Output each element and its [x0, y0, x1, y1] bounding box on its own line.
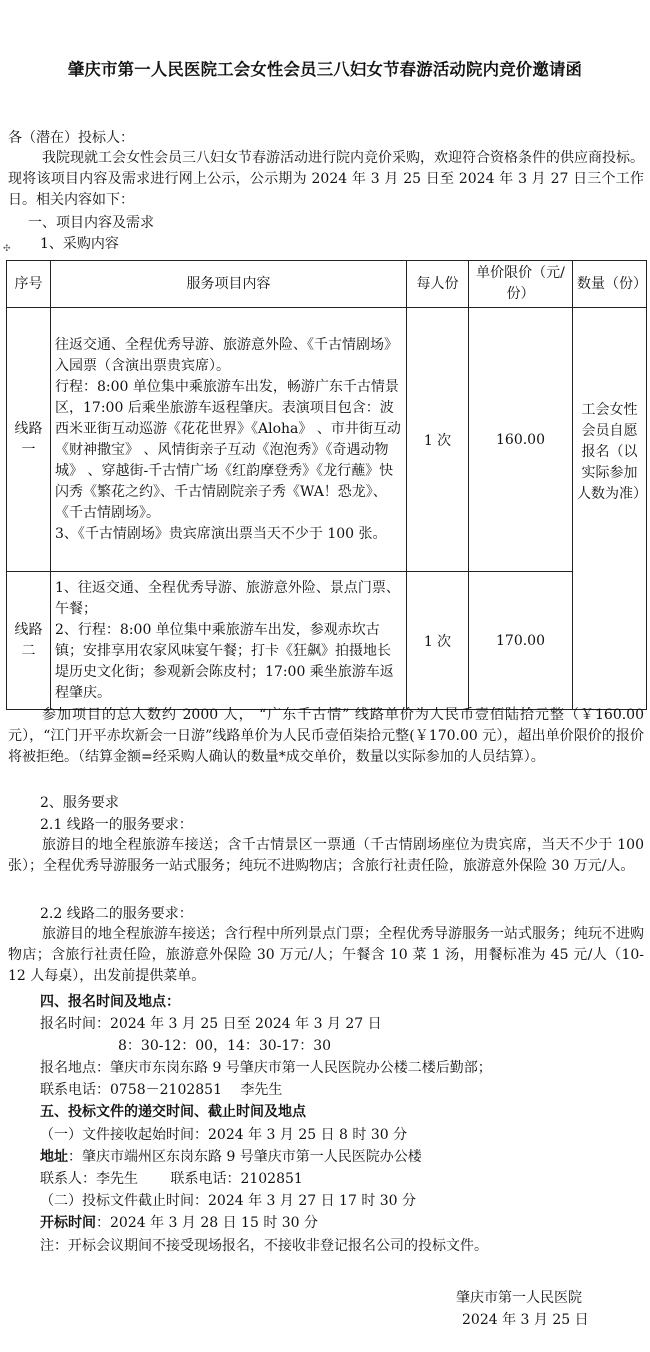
registration-hours: 8：30-12：00，14：30-17：30 [118, 1038, 332, 1054]
header-qty: 数量（份） [573, 261, 647, 308]
salutation: 各（潜在）投标人： [8, 130, 134, 146]
route1-requirements: 旅游目的地全程旅游车接送；含千古情景区一票通（千古情剧场座位为贵宾席，当天不少于 100 张）；全程优秀导游服务一站式服务；纯玩不进购物店；含旅行社责任险，旅游意外保险 30 万元/人。 [8, 837, 644, 874]
table-row [7, 572, 647, 710]
row-no: 线路一 [7, 308, 51, 572]
service-table [6, 260, 647, 710]
opening-label: 开标时间 [40, 1215, 96, 1231]
registration-place: 报名地点：肇庆市东岗东路 9 号肇庆市第一人民医院办公楼二楼后勤部； [40, 1060, 492, 1076]
row-no: 线路二 [7, 572, 51, 710]
opening-value: ：2024 年 3 月 28 日 15 时 30 分 [96, 1215, 319, 1231]
table-row [7, 308, 647, 572]
receive-start-time: （一）文件接收起始时间：2024 年 3 月 25 日 8 时 30 分 [40, 1127, 408, 1143]
contact-info: 联系人：李先生 联系电话：2102851 [40, 1171, 303, 1187]
intro-paragraph: 我院现就工会女性会员三八妇女节春游活动进行院内竞价采购，欢迎符合资格条件的供应商投标。现将该项目内容及需求进行网上公示，公示期为 2024 年 3 月 25 日至 2024 年 3 月 27 日三个工作日。相关内容如下： [8, 150, 644, 208]
signature-date: 2024 年 3 月 25 日 [462, 1312, 589, 1328]
submission-address [40, 1146, 422, 1166]
row-content: 往返交通、全程优秀导游、旅游意外险、《千古情剧场》入园票（含演出票贵宾席）。 行程：8:00 单位集中乘旅游车出发，畅游广东千古情景区，17:00 后乘坐旅游车返程肇庆。表演项目包含：波西米亚街互动巡游《花花世界》《Aloha》 、市井街互动《财神撒宝》 、风情街亲子互动《泡泡秀》《奇遇动物城》 、穿越街-千古情广场《红韵摩登秀》《龙行蘸》快闪秀《繁花之约》、千古情剧院亲子秀《WA！恐龙》、《千古情剧场》。 3、《千古情剧场》贵宾席演出票当天不少于 100 张。 [51, 308, 407, 572]
subheading-purchase-content: 1、采购内容 [40, 236, 119, 252]
row-per: 1 次 [407, 572, 469, 710]
row-per: 1 次 [407, 308, 469, 572]
price-explanation: 参加项目的总人数约 2000 人， “广东千古情” 线路单价为人民币壹佰陆拾元整（￥160.00 元），“江门开平赤坎新会一日游”线路单价为人民币壹佰柒拾元整(￥170.00 元），超出单价限价的报价将被拒绝。（结算金额=经采购人确认的数量*成交单价，数量以实际参加的人员结算）。 [8, 707, 644, 765]
route2-requirements: 旅游目的地全程旅游车接送；含行程中所列景点门票；全程优秀导游服务一站式服务；纯玩不进购物店；含旅行社责任险，旅游意外保险 30 万元/人；午餐含 10 菜 1 汤，用餐标准为 45 元/人（10-12 人每桌），出发前提供菜单。 [8, 926, 644, 984]
section-heading-1: 一、项目内容及需求 [28, 215, 154, 231]
subheading-route2: 2.2 线路二的服务要求： [40, 906, 193, 922]
header-price: 单价限价（元/份） [469, 261, 573, 308]
registration-time: 报名时间：2024 年 3 月 25 日至 2024 年 3 月 27 日 [40, 1016, 382, 1032]
address-label: 地址 [40, 1149, 68, 1165]
subheading-service: 2、服务要求 [40, 795, 119, 811]
document-title: 肇庆市第一人民医院工会女性会员三八妇女节春游活动院内竞价邀请函 [67, 60, 583, 79]
table-header-row [7, 261, 647, 308]
row-price: 170.00 [469, 572, 573, 710]
header-content: 服务项目内容 [51, 261, 407, 308]
bid-opening [40, 1212, 318, 1232]
header-no: 序号 [7, 261, 51, 308]
subheading-route1: 2.1 线路一的服务要求： [40, 817, 193, 833]
section-heading-4: 四、报名时间及地点： [40, 994, 180, 1010]
registration-phone: 联系电话：0758－2102851 李先生 [40, 1082, 283, 1098]
header-per: 每人份 [407, 261, 469, 308]
submission-deadline: （二）投标文件截止时间：2024 年 3 月 27 日 17 时 30 分 [40, 1193, 417, 1209]
row-content: 1、往返交通、全程优秀导游、旅游意外险、景点门票、午餐； 2、行程：8:00 单位集中乘旅游车出发，参观赤坎古镇；安排享用农家风味宴午餐；打卡《狂飙》拍摄地长堤历史文化街；参观新会陈皮村；17:00 乘坐旅游车返程肇庆。 [51, 572, 407, 710]
address-value: ：肇庆市端州区东岗东路 9 号肇庆市第一人民医院办公楼 [68, 1149, 422, 1165]
section-heading-5: 五、投标文件的递交时间、截止时间及地点 [40, 1104, 306, 1120]
note: 注：开标会议期间不接受现场报名，不接收非登记报名公司的投标文件。 [40, 1238, 488, 1254]
row-price: 160.00 [469, 308, 573, 572]
signature-organization: 肇庆市第一人民医院 [456, 1290, 582, 1306]
qty-cell: 工会女性会员自愿报名（以实际参加人数为准） [573, 308, 647, 710]
table-anchor-icon: ✣ [3, 244, 11, 254]
